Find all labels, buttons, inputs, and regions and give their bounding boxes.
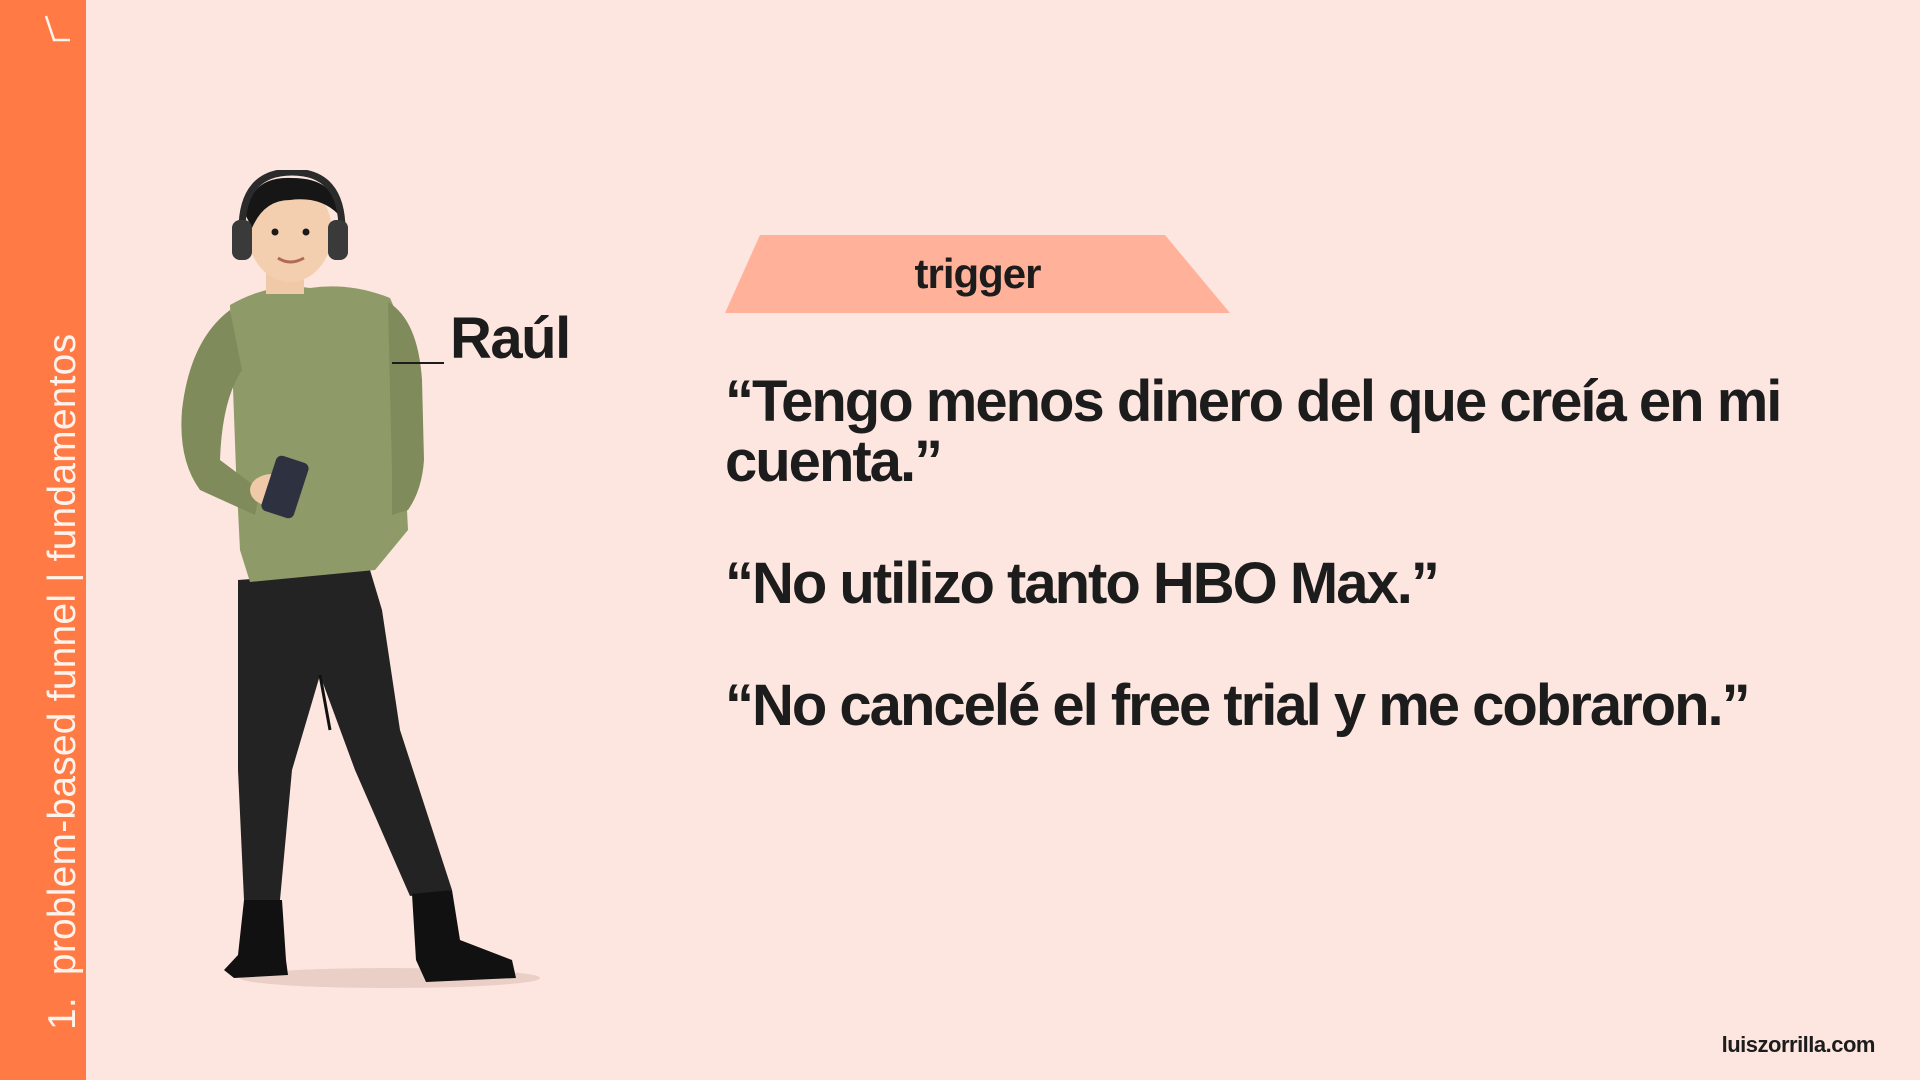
trigger-tag [725, 235, 1230, 313]
quote-item: “No cancelé el free trial y me cobraron.” [725, 673, 1749, 738]
persona-illustration [160, 170, 560, 1000]
section-number: 1. [41, 997, 84, 1030]
footer-site: luiszorrilla.com [1721, 1032, 1875, 1057]
name-connector-line [392, 362, 444, 364]
tag-label: trigger [914, 250, 1041, 297]
persona-name: Raúl [450, 306, 570, 371]
section-name: problem-based funnel | fundamentos [41, 333, 84, 976]
sidebar [0, 0, 86, 1080]
section-title [43, 334, 82, 1030]
quote-item: “No utilizo tanto HBO Max.” [725, 551, 1438, 616]
quote-item: “Tengo menos dinero del que creía en mi cuenta.” [725, 369, 1781, 494]
caret-icon [42, 14, 72, 44]
quotes-list [725, 369, 1845, 798]
